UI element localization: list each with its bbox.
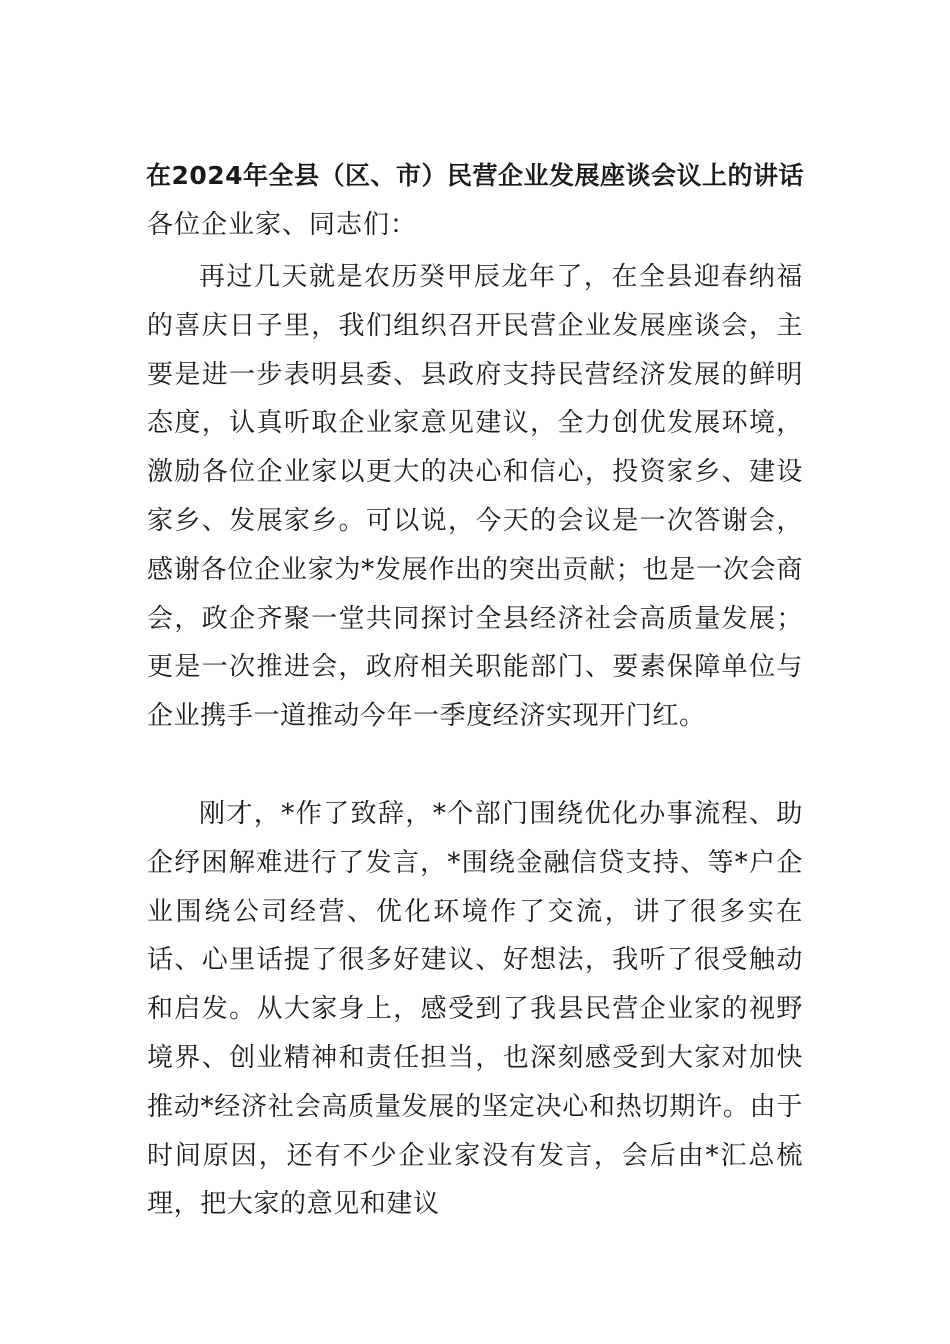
paragraph-1: 再过几天就是农历癸甲辰龙年了，在全县迎春纳福的喜庆日子里，我们组织召开民营企业发展座谈会，主要是进一步表明县委、县政府支持民营经济发展的鲜明态度，认真听取企业家意见建议，全力创优发展环境，激励各位企业家以更大的决心和信心，投资家乡、建设家乡、发展家乡。可以说，今天的会议是一次答谢会，感谢各位企业家为*发展作出的突出贡献；也是一次会商会，政企齐聚一堂共同探讨全县经济社会高质量发展；更是一次推进会，政府相关职能部门、要素保障单位与企业携手一道推动今年一季度经济实现开门红。 bbox=[147, 262, 803, 732]
paragraph-2: 刚才，*作了致辞，*个部门围绕优化办事流程、助企纾困解难进行了发言，*围绕金融信贷支持、等*户企业围绕公司经营、优化环境作了交流，讲了很多实在话、心里话提了很多好建议、好想法，我听了很受触动和启发。从大家身上，感受到了我县民营企业家的视野境界、创业精神和责任担当，也深刻感受到大家对加快推动*经济社会高质量发展的坚定决心和热切期许。由于时间原因，还有不少企业家没有发言，会后由*汇总梳理，把大家的意见和建议 bbox=[147, 799, 803, 1220]
salutation: 各位企业家、同志们： bbox=[147, 210, 418, 240]
document-title: 在2024年全县（区、市）民营企业发展座谈会议上的讲话 bbox=[145, 161, 805, 190]
